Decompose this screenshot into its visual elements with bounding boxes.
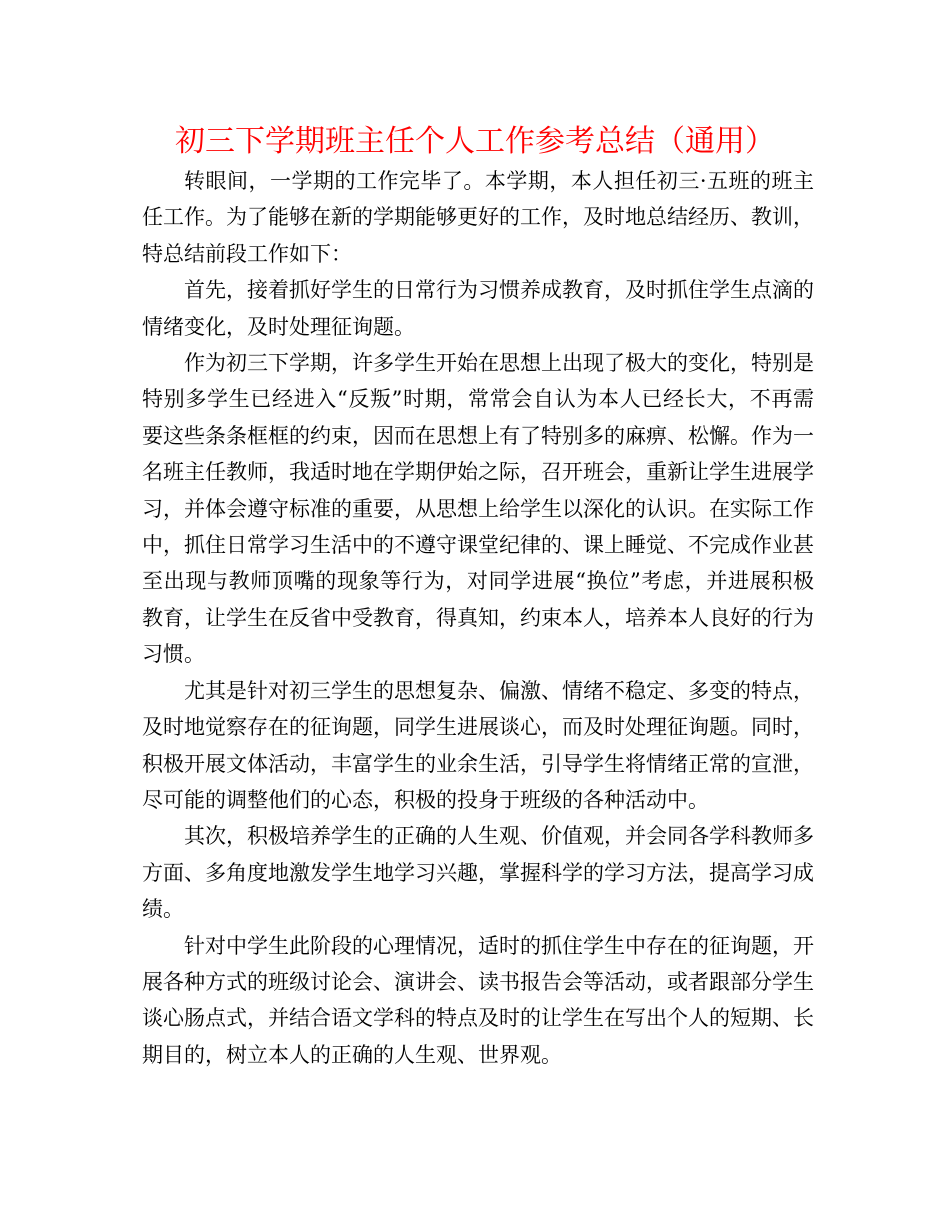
document-body (142, 163, 814, 1073)
paragraph: 其次，积极培养学生的正确的人生观、价值观，并会同各学科教师多方面、多角度地激发学生地学习兴趣，掌握科学的学习方法，提高学习成绩。 (142, 824, 814, 922)
paragraph: 尤其是针对初三学生的思想复杂、偏激、情绪不稳定、多变的特点，及时地觉察存在的征询题，同学生进展谈心，而及时处理征询题。同时，积极开展文体活动，丰富学生的业余生活，引导学生将情绪正常的宣泄，尽可能的调整他们的心态，积极的投身于班级的各种活动中。 (142, 678, 814, 812)
paragraph: 作为初三下学期，许多学生开始在思想上出现了极大的变化，特别是特别多学生已经进入“反叛”时期，常常会自认为本人已经长大，不再需要这些条条框框的约束，因而在思想上有了特别多的麻痹、松懈。作为一名班主任教师，我适时地在学期伊始之际，召开班会，重新让学生进展学习，并体会遵守标准的重要，从思想上给学生以深化的认识。在实际工作中，抓住日常学习生活中的不遵守课堂纪律的、课上睡觉、不完成作业甚至出现与教师顶嘴的现象等行为，对同学进展“换位”考虑，并进展积极教育，让学生在反省中受教育，得真知，约束本人，培养本人良好的行为习惯。 (142, 351, 814, 667)
paragraph: 转眼间，一学期的工作完毕了。本学期，本人担任初三·五班的班主任工作。为了能够在新的学期能够更好的工作，及时地总结经历、教训，特总结前段工作如下： (142, 169, 814, 266)
document-title: 初三下学期班主任个人工作参考总结（通用） (175, 124, 775, 159)
paragraph: 针对中学生此阶段的心理情况，适时的抓住学生中存在的征询题，开展各种方式的班级讨论会、演讲会、读书报告会等活动，或者跟部分学生谈心肠点式，并结合语文学科的特点及时的让学生在写出个人的短期、长期目的，树立本人的正确的人生观、世界观。 (142, 933, 814, 1067)
paragraph: 首先，接着抓好学生的日常行为习惯养成教育，及时抓住学生点滴的情绪变化，及时处理征询题。 (142, 278, 814, 339)
